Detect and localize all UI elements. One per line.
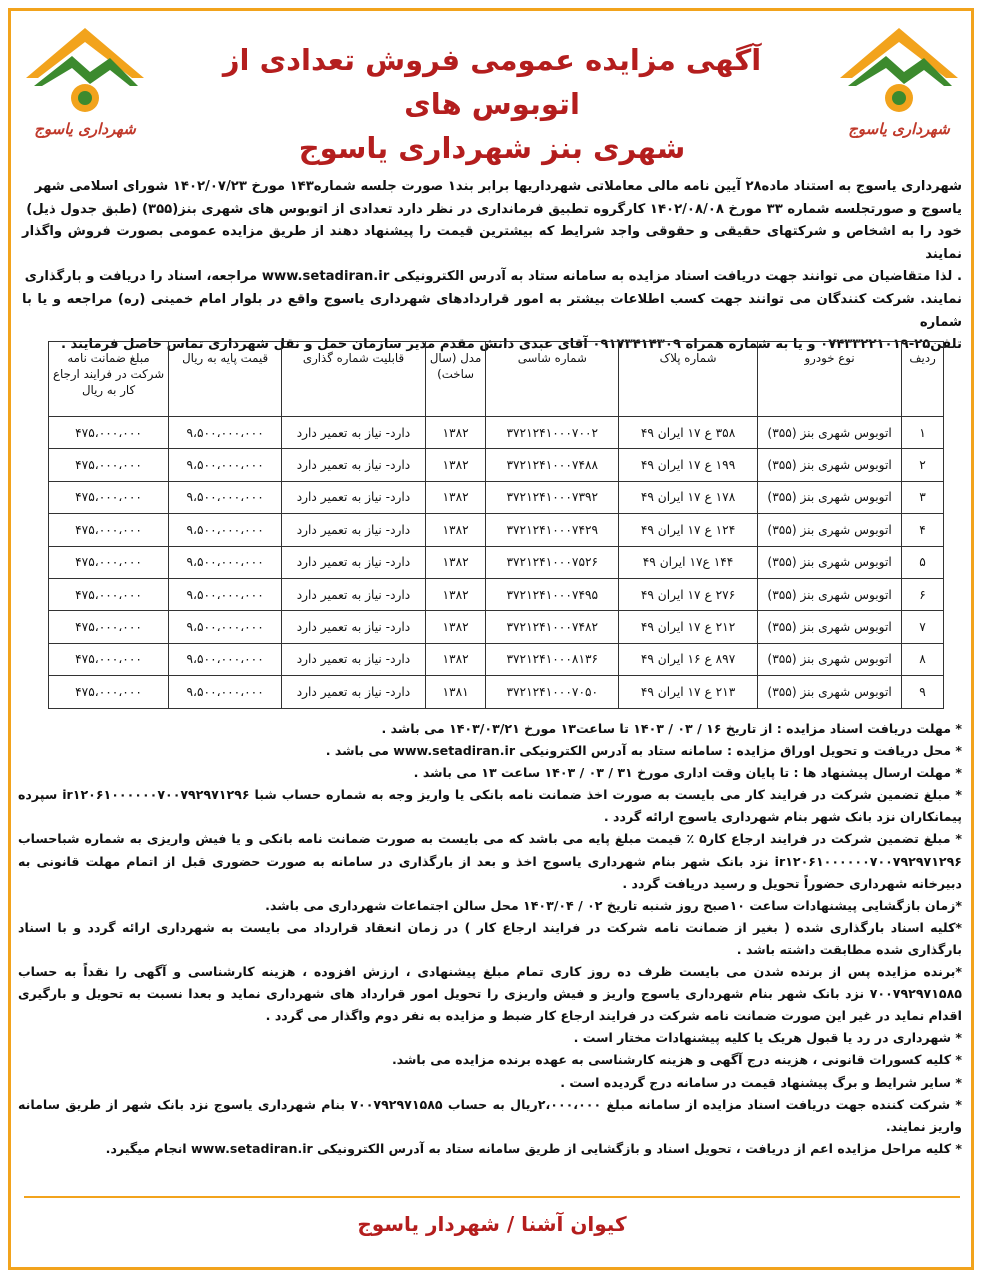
table-row	[49, 643, 944, 675]
header-plate-number: شماره پلاک	[619, 342, 758, 417]
cell-registration: دارد- نیاز به تعمیر دارد	[282, 578, 425, 610]
cell-row-number: ۷	[902, 611, 944, 643]
cell-guarantee: ۴۷۵،۰۰۰،۰۰۰	[49, 643, 169, 675]
table-row	[49, 449, 944, 481]
cell-vehicle-type: اتوبوس شهری بنز (۳۵۵)	[758, 578, 902, 610]
intro-line: خود را به اشخاص و شرکتهای حقیقی و حقوقی واجد شرایط که بیشترین قیمت را پیشنهاد دهند از طریق مزایده عمومی بصورت فروش واگذار نمایند	[22, 224, 962, 262]
cell-row-number: ۱	[902, 417, 944, 449]
cell-guarantee: ۴۷۵،۰۰۰،۰۰۰	[49, 546, 169, 578]
cell-chassis-number: ۳۷۲۱۲۴۱۰۰۰۷۴۸۸	[486, 449, 619, 481]
condition-item: * مبلغ تضمین شرکت در فرایند کار می بایست به صورت اخذ ضمانت نامه بانکی یا واریز وجه به شماره حساب شبا ir۱۲۰۶۱۰۰۰۰۰۰۷۰۰۷۹۲۹۷۱۲۹۶ سپرده پیمانکاران نزد بانک شهر بنام شهرداری یاسوج ارائه گردد .	[18, 787, 962, 825]
intro-line: . لذا متقاضیان می توانند جهت دریافت اسناد مزایده به سامانه ستاد به آدرس الکترونیکی www.setadiran.ir مراجعه، اسناد را دریافت و بارگذاری	[24, 269, 962, 285]
buses-table	[48, 341, 944, 709]
cell-chassis-number: ۳۷۲۱۲۴۱۰۰۰۷۵۲۶	[486, 546, 619, 578]
cell-row-number: ۲	[902, 449, 944, 481]
cell-registration: دارد- نیاز به تعمیر دارد	[282, 481, 425, 513]
cell-registration: دارد- نیاز به تعمیر دارد	[282, 449, 425, 481]
cell-plate-number: ۱۹۹ ع ۱۷ ایران ۴۹	[619, 449, 758, 481]
header-chassis-number: شماره شاسی	[486, 342, 619, 417]
header-base-price: قیمت پایه به ریال	[169, 342, 282, 417]
cell-guarantee: ۴۷۵،۰۰۰،۰۰۰	[49, 449, 169, 481]
condition-item: * مبلغ تضمین شرکت در فرایند ارجاع کار۵ ٪ قیمت مبلغ پایه می باشد که می بایست به صورت ضمانت نامه بانکی و یا فیش واریزی به شماره شباحساب ir۱۲۰۶۱۰۰۰۰۰۰۷۰۰۷۹۲۹۷۱۲۹۶ نزد بانک شهر بنام شهرداری یاسوج اخذ و بعد از بارگذاری در سامانه به صورت حضوری قبل از اتمام مهلت قانونی به دبیرخانه شهرداری حضوراً تحویل و رسید دریافت گردد .	[18, 831, 962, 891]
cell-base-price: ۹،۵۰۰،۰۰۰،۰۰۰	[169, 578, 282, 610]
condition-item: *برنده مزایده پس از برنده شدن می بایست ظرف ده روز کاری تمام مبلغ پیشنهادی ، ارزش افزوده ، هزینه کارشناسی و آگهی را نقداً به حساب ۷۰۰۷۹۲۹۷۱۵۸۵ نزد بانک شهر بنام شهرداری یاسوج واریز و فیش واریزی را تحویل امور قرارداد های شهرداری نماید و بعدا نسبت به تحویل و بارگیری اقدام نماید در غیر این صورت ضمانت نامه شرکت در فرایند ارجاع کار ضبط و مزایده به نفر دوم واگذار می گردد .	[18, 964, 962, 1024]
condition-item: * مهلت دریافت اسناد مزایده : از تاریخ ۱۶ / ۰۳ / ۱۴۰۳ تا ساعت۱۳ مورخ ۱۴۰۳/۰۳/۲۱ می باشد .	[381, 721, 962, 736]
table-row	[49, 676, 944, 708]
cell-chassis-number: ۳۷۲۱۲۴۱۰۰۰۷۰۰۲	[486, 417, 619, 449]
cell-base-price: ۹،۵۰۰،۰۰۰،۰۰۰	[169, 676, 282, 708]
cell-guarantee: ۴۷۵،۰۰۰،۰۰۰	[49, 481, 169, 513]
condition-item: * مهلت ارسال پیشنهاد ها : تا پایان وقت اداری مورخ ۳۱ / ۰۳ / ۱۴۰۳ ساعت ۱۳ می باشد .	[413, 765, 962, 781]
cell-base-price: ۹،۵۰۰،۰۰۰،۰۰۰	[169, 449, 282, 481]
header-row-number: ردیف	[902, 342, 944, 417]
header-model-year: مدل (سال ساخت)	[425, 342, 486, 417]
cell-chassis-number: ۳۷۲۱۲۴۱۰۰۰۷۴۹۵	[486, 578, 619, 610]
condition-item: * محل دریافت و تحویل اوراق مزایده : سامانه ستاد به آدرس الکترونیکی www.setadiran.ir می باشد .	[325, 743, 962, 759]
title-line-2: شهری بنز شهرداری یاسوج	[298, 131, 686, 165]
title-line-1: آگهی مزایده عمومی فروش تعدادی از اتوبوس های	[222, 43, 762, 121]
cell-registration: دارد- نیاز به تعمیر دارد	[282, 676, 425, 708]
header	[18, 18, 966, 165]
condition-item: *کلیه اسناد بارگذاری شده ( بغیر از ضمانت نامه شرکت در فرایند ارجاع کار ) در زمان انعقاد قرارداد می بایست به شهرداری ارائه گردد و با اسناد بارگذاری شده مطابقت داشته باشد .	[18, 919, 962, 957]
cell-plate-number: ۱۷۸ ع ۱۷ ایران ۴۹	[619, 481, 758, 513]
cell-model-year: ۱۳۸۲	[425, 481, 486, 513]
cell-base-price: ۹،۵۰۰،۰۰۰،۰۰۰	[169, 514, 282, 546]
footer-divider	[24, 1196, 960, 1198]
condition-item: * شهرداری در رد یا قبول هریک یا کلیه پیشنهادات مختار است .	[573, 1030, 962, 1046]
cell-vehicle-type: اتوبوس شهری بنز (۳۵۵)	[758, 676, 902, 708]
cell-chassis-number: ۳۷۲۱۲۴۱۰۰۰۷۴۸۲	[486, 611, 619, 643]
cell-vehicle-type: اتوبوس شهری بنز (۳۵۵)	[758, 643, 902, 675]
condition-item: *زمان بازگشایی پیشنهادات ساعت ۱۰صبح روز شنبه تاریخ ۰۲ / ۱۴۰۳/۰۴ محل سالن اجتماعات شهرداری می باشد.	[265, 897, 962, 913]
cell-registration: دارد- نیاز به تعمیر دارد	[282, 417, 425, 449]
intro-paragraph	[22, 176, 962, 357]
cell-row-number: ۸	[902, 643, 944, 675]
cell-model-year: ۱۳۸۲	[425, 417, 486, 449]
mayor-signature: کیوان آشنا / شهردار یاسوج	[357, 1212, 627, 1236]
cell-guarantee: ۴۷۵،۰۰۰،۰۰۰	[49, 578, 169, 610]
cell-model-year: ۱۳۸۲	[425, 514, 486, 546]
cell-model-year: ۱۳۸۱	[425, 676, 486, 708]
cell-plate-number: ۱۴۴ ع۱۷ ایران ۴۹	[619, 546, 758, 578]
cell-plate-number: ۸۹۷ ع ۱۶ ایران ۴۹	[619, 643, 758, 675]
cell-registration: دارد- نیاز به تعمیر دارد	[282, 546, 425, 578]
logo-text-left: شهرداری یاسوج	[34, 120, 136, 138]
condition-item: * شرکت کننده جهت دریافت اسناد مزایده از سامانه مبلغ ۲،۰۰۰،۰۰۰ریال به حساب ۷۰۰۷۹۲۹۷۱۵۸۵ بنام شهرداری یاسوج نزد بانک شهر از طریق سامانه واریز نمایند.	[18, 1096, 962, 1134]
cell-guarantee: ۴۷۵،۰۰۰،۰۰۰	[49, 676, 169, 708]
cell-row-number: ۹	[902, 676, 944, 708]
cell-base-price: ۹،۵۰۰،۰۰۰،۰۰۰	[169, 611, 282, 643]
cell-registration: دارد- نیاز به تعمیر دارد	[282, 611, 425, 643]
cell-vehicle-type: اتوبوس شهری بنز (۳۵۵)	[758, 611, 902, 643]
municipality-logo-left	[20, 20, 150, 144]
logo-text-right: شهرداری یاسوج	[848, 120, 950, 138]
header-guarantee: مبلغ ضمانت نامه شرکت در فرایند ارجاع کار به ریال	[49, 342, 169, 417]
table-row	[49, 578, 944, 610]
table-header-row	[49, 342, 944, 417]
cell-guarantee: ۴۷۵،۰۰۰،۰۰۰	[49, 611, 169, 643]
cell-plate-number: ۲۱۳ ع ۱۷ ایران ۴۹	[619, 676, 758, 708]
cell-chassis-number: ۳۷۲۱۲۴۱۰۰۰۷۰۵۰	[486, 676, 619, 708]
cell-model-year: ۱۳۸۲	[425, 611, 486, 643]
page-title	[168, 38, 816, 170]
cell-plate-number: ۳۵۸ ع ۱۷ ایران ۴۹	[619, 417, 758, 449]
cell-model-year: ۱۳۸۲	[425, 643, 486, 675]
cell-chassis-number: ۳۷۲۱۲۴۱۰۰۰۷۴۲۹	[486, 514, 619, 546]
table-row	[49, 417, 944, 449]
table-row	[49, 611, 944, 643]
cell-chassis-number: ۳۷۲۱۲۴۱۰۰۰۸۱۳۶	[486, 643, 619, 675]
cell-vehicle-type: اتوبوس شهری بنز (۳۵۵)	[758, 417, 902, 449]
condition-item: * کلیه مراحل مزایده اعم از دریافت ، تحویل اسناد و بازگشایی از طریق سامانه ستاد به آدرس الکترونیکی www.setadiran.ir انجام میگیرد.	[105, 1140, 962, 1156]
cell-row-number: ۳	[902, 481, 944, 513]
cell-row-number: ۵	[902, 546, 944, 578]
header-vehicle-type: نوع خودرو	[758, 342, 902, 417]
cell-guarantee: ۴۷۵،۰۰۰،۰۰۰	[49, 417, 169, 449]
condition-item: * کلیه کسورات قانونی ، هزینه درج آگهی و هزینه کارشناسی به عهده برنده مزایده می باشد.	[391, 1052, 962, 1068]
cell-vehicle-type: اتوبوس شهری بنز (۳۵۵)	[758, 514, 902, 546]
cell-guarantee: ۴۷۵،۰۰۰،۰۰۰	[49, 514, 169, 546]
cell-vehicle-type: اتوبوس شهری بنز (۳۵۵)	[758, 546, 902, 578]
intro-line: یاسوج و صورتجلسه شماره ۳۳ مورخ ۱۴۰۲/۰۸/۰۸ کارگروه تطبیق فرمانداری در نظر دارد تعدادی از اتوبوس های شهری بنز(۳۵۵) (طبق جدول ذیل)	[26, 201, 962, 217]
intro-line: شهرداری یاسوج به استناد ماده۲۸ آیین نامه مالی معاملاتی شهرداریها برابر بند۱ صورت جلسه شماره۱۴۳ مورخ ۱۴۰۲/۰۷/۲۳ شورای اسلامی شهر	[34, 179, 962, 194]
table-row	[49, 481, 944, 513]
cell-model-year: ۱۳۸۲	[425, 546, 486, 578]
cell-registration: دارد- نیاز به تعمیر دارد	[282, 643, 425, 675]
cell-vehicle-type: اتوبوس شهری بنز (۳۵۵)	[758, 481, 902, 513]
cell-model-year: ۱۳۸۲	[425, 449, 486, 481]
cell-row-number: ۴	[902, 514, 944, 546]
cell-row-number: ۶	[902, 578, 944, 610]
cell-chassis-number: ۳۷۲۱۲۴۱۰۰۰۷۳۹۲	[486, 481, 619, 513]
cell-registration: دارد- نیاز به تعمیر دارد	[282, 514, 425, 546]
cell-vehicle-type: اتوبوس شهری بنز (۳۵۵)	[758, 449, 902, 481]
cell-base-price: ۹،۵۰۰،۰۰۰،۰۰۰	[169, 643, 282, 675]
cell-plate-number: ۱۲۴ ع ۱۷ ایران ۴۹	[619, 514, 758, 546]
municipality-logo-right	[834, 20, 964, 144]
table-row	[49, 546, 944, 578]
cell-base-price: ۹،۵۰۰،۰۰۰،۰۰۰	[169, 417, 282, 449]
conditions-list	[18, 718, 962, 1160]
header-registration: قابلیت شماره گذاری	[282, 342, 425, 417]
cell-plate-number: ۲۷۶ ع ۱۷ ایران ۴۹	[619, 578, 758, 610]
table-row	[49, 514, 944, 546]
cell-plate-number: ۲۱۲ ع ۱۷ ایران ۴۹	[619, 611, 758, 643]
cell-model-year: ۱۳۸۲	[425, 578, 486, 610]
cell-base-price: ۹،۵۰۰،۰۰۰،۰۰۰	[169, 481, 282, 513]
condition-item: * سایر شرایط و برگ پیشنهاد قیمت در سامانه درج گردیده است .	[560, 1074, 962, 1090]
intro-line: تلفن۲۵-۰۷۴۳۳۲۲۱۰۱۹ و یا به شماره همراه ۰۹۱۷۳۴۱۴۳۰۹ آقای عبدی دانش مقدم مدیر سازمان حمل و نقل شهرداری تماس حاصل فرمایند .	[60, 337, 962, 353]
intro-line: نمایند. شرکت کنندگان می توانند جهت کسب اطلاعات بیشتر به امور قراردادهای شهرداری یاسوج واقع در بلوار امام خمینی (ره) مراجعه و یا با شماره	[22, 291, 962, 330]
cell-base-price: ۹،۵۰۰،۰۰۰،۰۰۰	[169, 546, 282, 578]
